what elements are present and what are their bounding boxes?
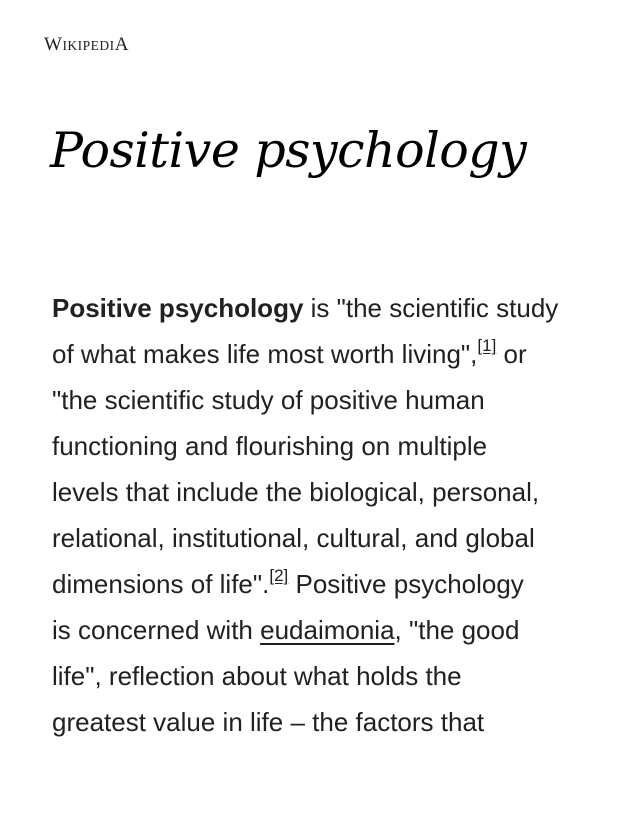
line-text: relational, institutional, cultural, and global [52, 523, 535, 553]
paragraph-line-1 [52, 285, 612, 331]
citation-1-label[interactable]: [1] [477, 336, 497, 355]
line-text-after: , "the good [394, 615, 520, 645]
line-text: life", reflection about what holds the [52, 661, 462, 691]
paragraph-line-7 [52, 561, 612, 607]
line-text: functioning and flourishing on multiple [52, 431, 488, 461]
line-text: greatest value in life – the factors that [52, 707, 485, 737]
citation-2-label[interactable]: [2] [269, 566, 289, 585]
paragraph-line-3 [52, 377, 612, 423]
wikipedia-wordmark[interactable] [44, 33, 129, 57]
citation-2[interactable] [269, 566, 288, 585]
line-text: is concerned with [52, 615, 261, 645]
paragraph-line-5 [52, 469, 612, 515]
citation-1[interactable] [477, 336, 496, 355]
eudaimonia-link[interactable]: eudaimonia [260, 615, 395, 645]
wordmark-middle: IKIPEDI [62, 38, 115, 53]
line-text: of what makes life most worth living", [52, 339, 478, 369]
wordmark-first-letter: W [44, 34, 63, 55]
line-text: levels that include the biological, personal, [52, 477, 540, 507]
line-text: "the scientific study of positive human [52, 385, 485, 415]
line-text-after: Positive psychology [288, 569, 524, 599]
paragraph-line-9 [52, 653, 612, 699]
paragraph-line-6 [52, 515, 612, 561]
paragraph-line-4 [52, 423, 612, 469]
page-title: Positive psychology [50, 122, 527, 179]
line-text: dimensions of life". [52, 569, 270, 599]
line-text-after: or [496, 339, 527, 369]
article-lead-paragraph [52, 285, 612, 745]
paragraph-line-8 [52, 607, 612, 653]
paragraph-line-2 [52, 331, 612, 377]
line-text: is "the scientific study [303, 293, 559, 323]
bold-term: Positive psychology [52, 293, 304, 323]
wordmark-last-letter: A [114, 34, 129, 55]
paragraph-line-10 [52, 699, 612, 745]
